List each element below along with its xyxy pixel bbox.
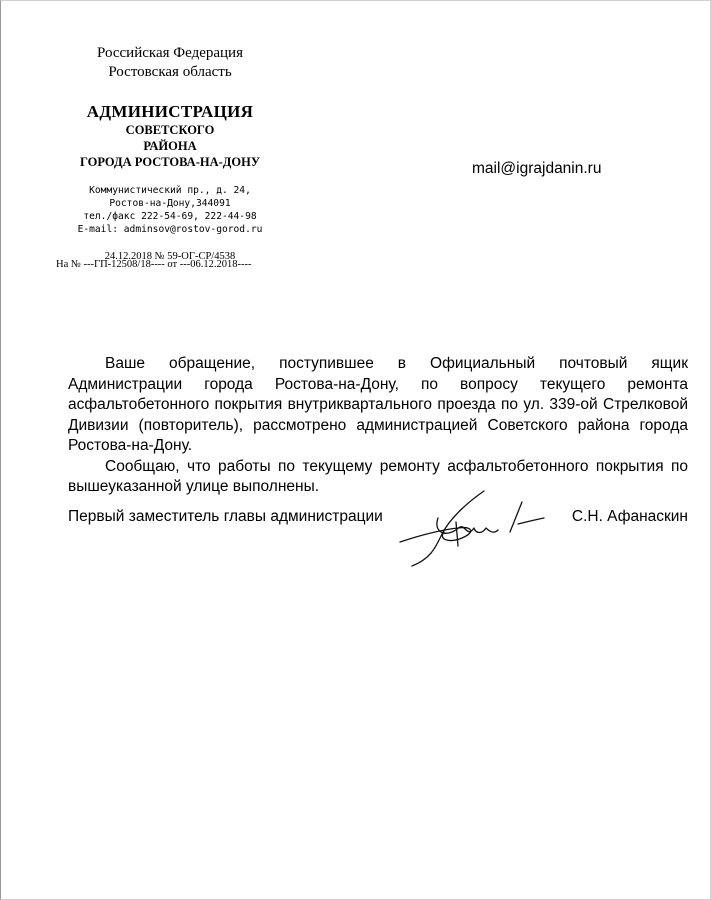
address-line-1: Коммунистический пр., д. 24, <box>89 185 251 196</box>
body-paragraph-1: Ваше обращение, поступившее в Официальный почтовый ящик Администрации города Ростова-на-Дону, по вопросу текущего ремонта асфальтобетонного покрытия внутриквартального проезда по ул. 339-ой Стрелковой Дивизии (повторитель), рассмотрено администрацией Советского района города Ростова-на-Дону. <box>68 355 688 454</box>
signatory-name: С.Н. Афанаскин <box>571 508 688 525</box>
registration-number: 24.12.2018 № 59-ОГ-СР/4538 <box>104 251 236 262</box>
address-line-2: Ростов-на-Дону,344091 <box>109 198 231 209</box>
letterhead <box>40 44 300 263</box>
district-line-2: РАЙОНА <box>143 139 197 153</box>
country-line: Российская Федерация <box>97 45 243 61</box>
letter-body <box>68 354 688 498</box>
city-line: ГОРОДА РОСТОВА-НА-ДОНУ <box>79 155 260 169</box>
email-line: E-mail: adminsov@rostov-gorod.ru <box>77 224 263 235</box>
region-line: Ростовская область <box>108 64 232 80</box>
recipient-email: mail@igrajdanin.ru <box>472 160 602 177</box>
administration-title: АДМИНИСТРАЦИЯ <box>86 102 254 121</box>
district-line-1: СОВЕТСКОГО <box>125 123 215 137</box>
phone-line: тел./факс 222-54-69, 222-44-98 <box>83 211 257 222</box>
reference-line: На № ---ГП-12508/18---- от ---06.12.2018---- <box>56 259 252 270</box>
signatory-title: Первый заместитель главы администрации <box>68 508 383 525</box>
handwritten-signature <box>398 488 548 570</box>
address-block <box>40 184 300 236</box>
body-paragraph-2: Сообщаю, что работы по текущему ремонту асфальтобетонного покрытия по вышеуказанной улице выполнены. <box>68 457 688 495</box>
